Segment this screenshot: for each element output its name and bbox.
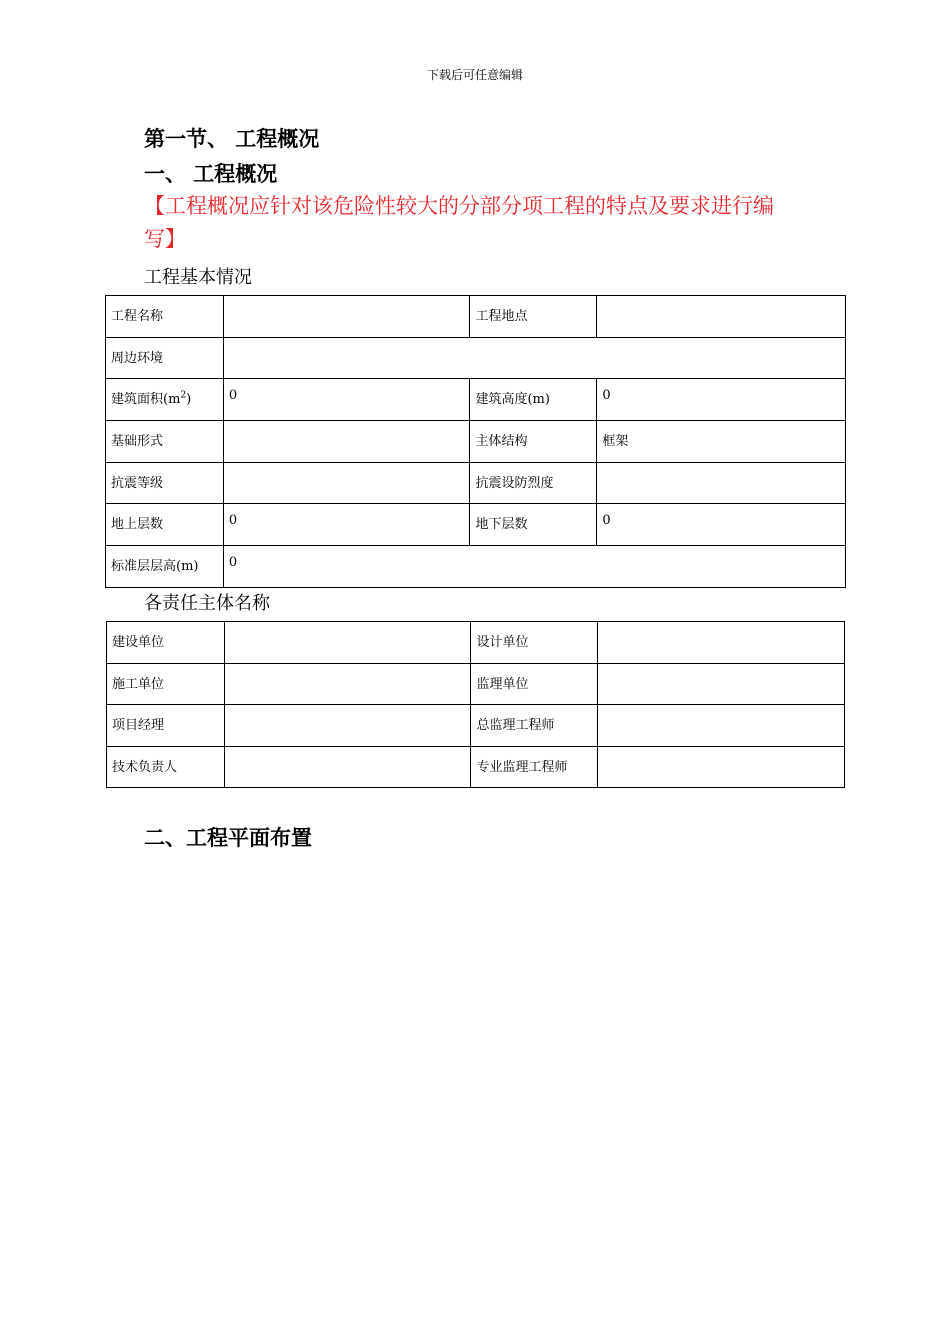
section-title: 第一节、 工程概况 <box>144 127 320 151</box>
responsible-parties-table <box>106 621 845 788</box>
sub-title: 一、 工程概况 <box>144 162 278 186</box>
value-supervision-unit[interactable] <box>598 663 845 705</box>
superscript-2: 2 <box>180 391 187 402</box>
value-specialty-supervisor[interactable] <box>598 746 845 788</box>
label-main-structure: 主体结构 <box>470 421 597 463</box>
label-building-area <box>106 379 224 421</box>
label-seismic-grade: 抗震等级 <box>106 462 224 504</box>
value-seismic-intensity[interactable] <box>597 462 846 504</box>
table-row <box>106 462 846 504</box>
label-project-manager: 项目经理 <box>107 705 225 747</box>
value-floors-above[interactable]: 0 <box>223 504 470 546</box>
label-design-unit: 设计单位 <box>471 622 598 664</box>
value-building-height[interactable]: 0 <box>597 379 846 421</box>
value-standard-floor-height[interactable]: 0 <box>223 546 845 588</box>
label-building-area-text: 建筑面积(m <box>111 392 181 408</box>
value-construction-unit[interactable] <box>224 663 471 705</box>
value-surroundings[interactable] <box>223 337 845 379</box>
label-standard-floor-height: 标准层层高(m) <box>106 546 224 588</box>
value-project-name[interactable] <box>223 296 470 338</box>
section-two-title: 二、工程平面布置 <box>144 826 312 850</box>
label-building-area-close: ) <box>186 392 192 408</box>
value-floors-below[interactable]: 0 <box>597 504 846 546</box>
table-row <box>107 622 845 664</box>
label-seismic-intensity: 抗震设防烈度 <box>470 462 597 504</box>
label-foundation-type: 基础形式 <box>106 421 224 463</box>
value-owner-unit[interactable] <box>224 622 471 664</box>
basic-info-table <box>105 295 846 588</box>
table1-caption: 工程基本情况 <box>144 267 252 288</box>
value-project-manager[interactable] <box>224 705 471 747</box>
label-building-height: 建筑高度(m) <box>470 379 597 421</box>
table-row <box>107 663 845 705</box>
label-chief-supervisor: 总监理工程师 <box>471 705 598 747</box>
value-seismic-grade[interactable] <box>223 462 470 504</box>
label-floors-below: 地下层数 <box>470 504 597 546</box>
label-technical-lead: 技术负责人 <box>107 746 225 788</box>
label-specialty-supervisor: 专业监理工程师 <box>471 746 598 788</box>
value-building-area[interactable]: 0 <box>223 379 470 421</box>
table-row <box>106 296 846 338</box>
table2-caption: 各责任主体名称 <box>144 593 270 614</box>
label-supervision-unit: 监理单位 <box>471 663 598 705</box>
table-row <box>106 546 846 588</box>
label-owner-unit: 建设单位 <box>107 622 225 664</box>
value-technical-lead[interactable] <box>224 746 471 788</box>
table-row <box>106 421 846 463</box>
table-row <box>106 379 846 421</box>
value-chief-supervisor[interactable] <box>598 705 845 747</box>
label-surroundings: 周边环境 <box>106 337 224 379</box>
label-project-location: 工程地点 <box>470 296 597 338</box>
value-main-structure[interactable]: 框架 <box>597 421 846 463</box>
value-project-location[interactable] <box>597 296 846 338</box>
red-instruction-note: 【工程概况应针对该危险性较大的分部分项工程的特点及要求进行编写】 <box>144 194 774 251</box>
table-row <box>107 705 845 747</box>
value-design-unit[interactable] <box>598 622 845 664</box>
label-project-name: 工程名称 <box>106 296 224 338</box>
header-note: 下载后可任意编辑 <box>426 68 523 82</box>
label-floors-above: 地上层数 <box>106 504 224 546</box>
table-row <box>106 337 846 379</box>
table-row <box>107 746 845 788</box>
label-construction-unit: 施工单位 <box>107 663 225 705</box>
table-row <box>106 504 846 546</box>
value-foundation-type[interactable] <box>223 421 470 463</box>
